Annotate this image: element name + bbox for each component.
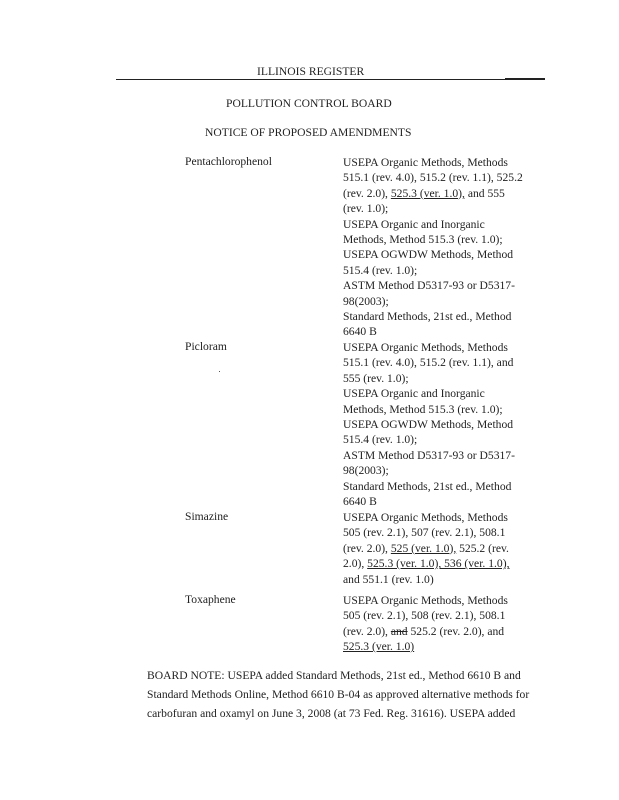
method-line	[343, 355, 515, 370]
board-note-line: Standard Methods Online, Method 6610 B-04 as approved alternative methods for	[147, 688, 530, 701]
board-note-line: carbofuran and oxamyl on June 3, 2008 (at 73 Fed. Reg. 31616). USEPA added	[147, 707, 516, 720]
method-text: USEPA Organic Methods, Methods	[343, 594, 508, 607]
contaminant-name: Toxaphene	[185, 593, 236, 606]
method-line	[343, 278, 523, 293]
method-line	[343, 556, 509, 571]
method-line	[343, 263, 523, 278]
method-text: 525.2 (rev. 2.0), and	[407, 624, 505, 638]
method-list	[343, 510, 509, 587]
method-text: (rev. 1.0);	[343, 202, 389, 216]
method-line	[343, 340, 515, 355]
method-text: 515.1 (rev. 4.0), 515.2 (rev. 1.1), and	[343, 356, 514, 370]
method-line	[343, 572, 509, 587]
method-text: USEPA OGWDW Methods, Method	[343, 417, 514, 431]
method-text: ASTM Method D5317-93 or D5317-	[343, 279, 515, 293]
method-text: (rev. 2.0),	[343, 624, 391, 638]
method-text: USEPA Organic and Inorganic	[343, 387, 485, 401]
method-line	[343, 186, 523, 201]
method-line	[343, 170, 523, 185]
method-text: 515.4 (rev. 1.0);	[343, 263, 418, 277]
method-text: (rev. 2.0),	[343, 541, 391, 555]
method-line	[343, 247, 523, 262]
method-text: 515.1 (rev. 4.0), 515.2 (rev. 1.1), 525.2	[343, 171, 523, 185]
method-text: Methods, Method 515.3 (rev. 1.0);	[343, 232, 503, 246]
method-line	[343, 232, 523, 247]
board-note-line: BOARD NOTE: USEPA added Standard Methods, 21st ed., Method 6610 B and	[147, 669, 521, 682]
method-text: 6640 B	[343, 494, 377, 508]
method-line	[343, 608, 508, 623]
method-text: 525.2 (rev.	[456, 541, 509, 555]
method-line	[343, 309, 523, 324]
method-line	[343, 155, 523, 170]
method-list	[343, 155, 523, 340]
method-text: USEPA Organic and Inorganic	[343, 217, 485, 231]
method-line	[343, 448, 515, 463]
method-text: ASTM Method D5317-93 or D5317-	[343, 448, 515, 462]
method-line	[343, 525, 509, 540]
board-title: POLLUTION CONTROL BOARD	[226, 97, 392, 110]
method-text: and 551.1 (rev. 1.0)	[343, 572, 434, 586]
method-list	[343, 593, 508, 655]
header-rule-thick	[505, 78, 545, 79]
register-title: ILLINOIS REGISTER	[257, 65, 365, 78]
method-line	[343, 217, 523, 232]
contaminant-name: Picloram	[185, 340, 227, 353]
method-text: (rev. 2.0),	[343, 186, 391, 200]
method-line	[343, 494, 515, 509]
added-text: 525 (ver. 1.0),	[390, 541, 457, 555]
method-line	[343, 432, 515, 447]
method-text: and 555	[464, 186, 505, 200]
method-text: 2.0),	[343, 557, 368, 571]
method-text: 505 (rev. 2.1), 507 (rev. 2.1), 508.1	[343, 526, 506, 540]
contaminant-name: Simazine	[185, 510, 229, 523]
method-text: USEPA Organic Methods, Methods	[343, 511, 508, 524]
method-text: 6640 B	[343, 325, 377, 339]
added-text: 525.3 (ver. 1.0),	[390, 186, 465, 200]
header-rule	[116, 79, 545, 80]
method-line	[343, 324, 523, 339]
method-line	[343, 510, 509, 525]
method-text: Standard Methods, 21st ed., Method	[343, 479, 512, 493]
method-text: USEPA OGWDW Methods, Method	[343, 248, 514, 262]
added-text: 525.3 (ver. 1.0)	[343, 640, 415, 654]
method-line	[343, 294, 523, 309]
method-text: USEPA Organic Methods, Methods	[343, 341, 508, 354]
method-text: 505 (rev. 2.1), 508 (rev. 2.1), 508.1	[343, 609, 506, 623]
method-text: USEPA Organic Methods, Methods	[343, 156, 508, 169]
method-list	[343, 340, 515, 509]
board-note	[147, 666, 529, 723]
method-text: Standard Methods, 21st ed., Method	[343, 309, 512, 323]
method-line	[343, 201, 523, 216]
method-line	[343, 402, 515, 417]
method-line	[343, 463, 515, 478]
method-line	[343, 639, 508, 654]
method-text: Methods, Method 515.3 (rev. 1.0);	[343, 402, 503, 416]
method-line	[343, 479, 515, 494]
deleted-text: and	[390, 624, 408, 638]
notice-title: NOTICE OF PROPOSED AMENDMENTS	[205, 126, 412, 139]
stray-mark	[219, 371, 220, 372]
method-line	[343, 386, 515, 401]
method-text: 555 (rev. 1.0);	[343, 371, 409, 385]
method-text: 98(2003);	[343, 294, 389, 308]
method-line	[343, 593, 508, 608]
contaminant-name: Pentachlorophenol	[185, 155, 272, 168]
method-line	[343, 624, 508, 639]
method-text: 98(2003);	[343, 464, 389, 478]
method-line	[343, 371, 515, 386]
method-text: 515.4 (rev. 1.0);	[343, 433, 418, 447]
method-line	[343, 417, 515, 432]
method-line	[343, 541, 509, 556]
added-text: 525.3 (ver. 1.0), 536 (ver. 1.0),	[367, 557, 510, 571]
